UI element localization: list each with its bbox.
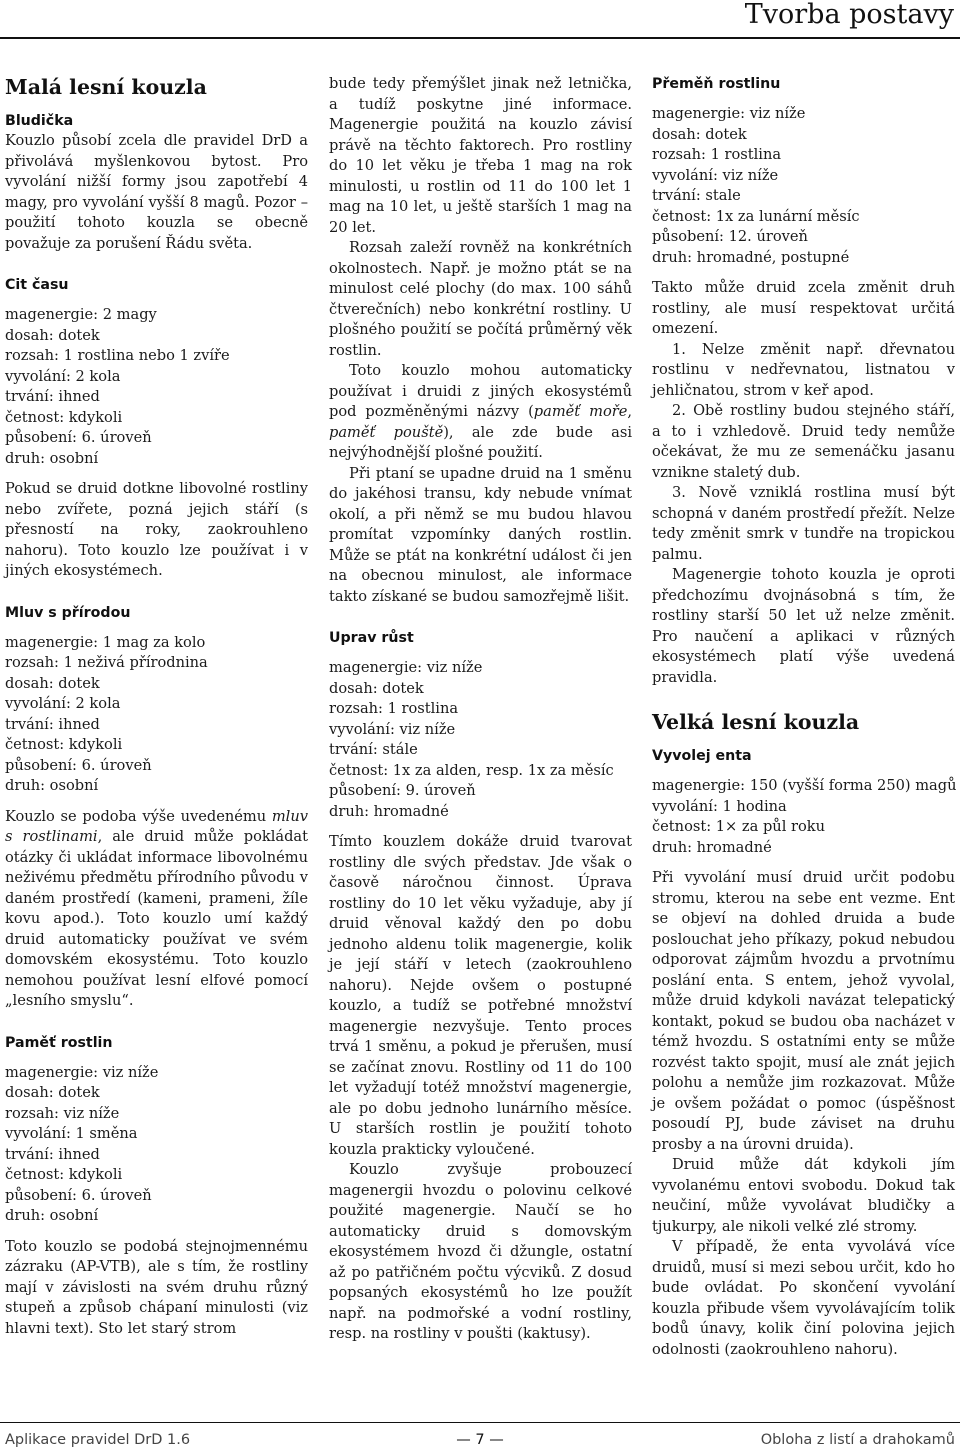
attribute-line: druh: osobní <box>5 777 99 794</box>
attribute-line: trvání: ihned <box>5 1145 100 1163</box>
attribute-line: magenergie: 1 mag za kolo <box>5 633 206 651</box>
spell-title-vyvolej-enta: Vyvolej enta <box>652 748 752 764</box>
page-header <box>0 0 960 44</box>
text-run: Kouzlo se podoba výše uvedenému <box>5 807 272 825</box>
chapter-title: Tvorba postavy <box>744 0 954 30</box>
attribute-line: trvání: stale <box>652 187 741 204</box>
paragraph: Druid může dát kdykoli jím vyvolanému entovi svobodu. Dokud tak neučiní, může vyvolávat bludičky a tjukurpy, ale nikoli velké zlé stromy. <box>652 1156 955 1235</box>
page-number: — 7 — <box>456 1432 504 1448</box>
spell-title-bludicka: Bludička <box>5 113 74 129</box>
attribute-line: četnost: kdykoli <box>5 736 123 753</box>
section-title-great-forest-spells: Velká lesní kouzla <box>652 710 860 734</box>
attribute-line: vyvolání: 2 kola <box>5 695 121 712</box>
footer-book-title: Aplikace pravidel DrD 1.6 <box>5 1432 191 1448</box>
spell-text-premen-rostlinu: Takto může druid zcela změnit druh rostliny, ale musí respektovat určitá omezení. <box>652 279 955 337</box>
attribute-line: vyvolání: 1 hodina <box>652 797 787 815</box>
text-run: Toto kouzlo mohou automaticky používat i druidi z jiných ekosystémů pod pozměněnými názvy ( <box>329 362 632 420</box>
attribute-line: působení: 6. úroveň <box>5 756 152 774</box>
section-title-small-forest-spells: Malá lesní kouzla <box>5 75 207 99</box>
attribute-line: magenergie: viz níže <box>652 105 806 122</box>
paragraph: Rozsah zaleží rovněž na konkrétních okolnostech. Např. je možno ptát se na minulost celé plochy (do max. 100 sáhů čtverečních) nebo konkrétní rostliny. U plošného použití se počítá průměrný věk rostlin. <box>329 239 632 359</box>
spell-text-bludicka: Kouzlo působí zcela dle pravidel DrD a přivolává myšlenkovou bytost. Pro vyvolání nižší formy jsou zapotřebí 4 magy, pro vyvolání vyšší 8 magů. Pozor – použití tohoto kouzla se obecně považuje za porušení Řádu světa. <box>5 132 308 252</box>
attribute-line: dosah: dotek <box>5 674 100 692</box>
attribute-line: rozsah: 1 rostlina nebo 1 zvíře <box>5 347 230 364</box>
attribute-line: rozsah: 1 rostlina <box>329 700 459 717</box>
attribute-line: rozsah: 1 rostlina <box>652 146 782 163</box>
emphasis-text: mluv s rostlinami <box>5 807 308 845</box>
attribute-line: druh: osobní <box>5 1207 99 1224</box>
text-run: , ale druid může pokládat otázky či ukládat informace libovolnému neživému předmětu přírodního původu v daném prostředí (kameni, prameni, žíle kovu apod.). Toto kouzlo umí každý druid automaticky používat ve svém domovském ekosystému. Toto kouzlo nemohou používat lesní elfové pomocí „lesního smyslu“. <box>5 828 308 1009</box>
footer-rule <box>0 1422 960 1423</box>
attribute-line: četnost: 1× za půl roku <box>652 818 826 835</box>
spell-attributes-vyvolej-enta <box>652 776 955 858</box>
spell-text-uprav-rust: Tímto kouzlem dokáže druid tvarovat rostliny dle svých představ. Jde však o časově náročnou činnost. Úprava rostliny do 10 let věku vyžaduje, aby jí druid věnoval každý den po dobu jednoho aldenu tolik magenergie, kolik je její stáří v letech (zaokrouhleno nahoru). Nejde ovšem o postupné kouzlo, a tudíž se potřebné množství magenergie nezvyšuje. Tento proces trvá 1 směnu, a pokud je přerušen, musí se začínat znovu. Rostliny od 11 do 100 let vyžadují totéž množství magenergie, ale po dobu jednoho lunárního měsíce. U starších rostlin je použití tohoto kouzla prakticky vyloučené. <box>329 833 632 1158</box>
attribute-line: trvání: ihned <box>5 715 100 733</box>
spell-attributes-mluv-s-prirodou <box>5 633 308 797</box>
attribute-line: druh: hromadné <box>652 838 772 856</box>
attribute-line: vyvolání: 1 směna <box>5 1125 138 1142</box>
spell-title-mluv-s-prirodou: Mluv s přírodou <box>5 604 131 621</box>
text-run: ), ale zde bude asi nejvýhodnější plošné použití. <box>329 423 632 461</box>
emphasis-text: paměť moře <box>533 403 628 420</box>
header-rule <box>0 37 960 39</box>
attribute-line: druh: osobní <box>5 449 99 467</box>
spell-text-pamet-rostlin: Toto kouzlo se podobá stejnojmennému zázraku (AP-VTB), ale s tím, že rostliny mají v závislosti na svém druhu různý stupeň a způsob chápaní minulosti (viz hlavni text). Sto let starý strom <box>5 1237 308 1337</box>
attribute-line: vyvolání: viz níže <box>329 720 456 738</box>
spell-text-mluv-s-prirodou <box>5 807 308 1012</box>
attribute-line: magenergie: 150 (vyšší forma 250) magů <box>652 777 957 794</box>
attribute-line: působení: 6. úroveň <box>5 1186 152 1204</box>
attribute-line: druh: hromadné, postupné <box>652 248 850 266</box>
attribute-line: četnost: 1x za lunární měsíc <box>652 207 860 225</box>
attribute-line: dosah: dotek <box>5 1084 100 1101</box>
attribute-line: rozsah: 1 neživá přírodnina <box>5 654 208 671</box>
attribute-line: druh: hromadné <box>329 802 449 820</box>
attribute-line: magenergie: viz níže <box>5 1063 159 1081</box>
footer-module-title: Obloha z listí a drahokamů <box>760 1432 955 1448</box>
attribute-line: četnost: kdykoli <box>5 1166 123 1183</box>
attribute-line: dosah: dotek <box>5 326 100 344</box>
spell-text-vyvolej-enta: Při vyvolání musí druid určit podobu stromu, kterou na sebe ent vezme. Ent se objeví na dohled druida a bude poslouchat jeho příkazy, pokud nebudou odporovat zájmům hvozdu a prvotnímu poslání enta. S entem, jehož vyvolal, může druid kdykoli navázat telepatický kontakt, pokud se budou oba nacházet v témž hvozdu. S ostatními enty se může rozvést takto spojit, musí ale znát jejich polohu a nemůže jim rozkazovat. Může je ovšem požádat o pomoc (úspěšnost posoudí PJ, bude záviset na druhu prosby a na úrovni druida). <box>652 869 955 1153</box>
paragraph: 3. Nově vzniklá rostlina musí být schopná v daném prostředí přežít. Nelze tedy změnit smrk v tundře na tropickou palmu. <box>652 484 955 563</box>
attribute-line: rozsah: viz níže <box>5 1104 120 1122</box>
paragraph: 1. Nelze změnit např. dřevnatou rostlinu v nedřevnatou, listnatou v jehličnatou, strom v keř apod. <box>652 340 955 399</box>
spell-title-pamet-rostlin: Paměť rostlin <box>5 1034 113 1051</box>
paragraph: V případě, že enta vyvolává více druidů, musí si mezi sebou určit, kdo ho bude ovládat. Po skončení vyvolání kouzla přibude všem vyvolávajícím tolik bodů únavy, kolik činí polovina jejich odolnosti (zaokrouhleno nahoru). <box>652 1238 955 1358</box>
text-run: , <box>627 403 632 420</box>
attribute-line: vyvolání: 2 kola <box>5 367 121 385</box>
paragraph: Kouzlo zvyšuje probouzecí magenergii hvozdu o polovinu celkové použité magenergie. Naučí se ho automaticky druid s domovským ekosystémem hvozd či džungle, ostatní až po patřičném počtu výcviků. Z dosud popsaných ekosystémů ho lze použít např. na podmořské a vodní rostliny, resp. na rostliny v poušti (kaktusy). <box>329 1161 632 1342</box>
spell-attributes-cit-casu <box>5 305 308 469</box>
paragraph: Magenergie tohoto kouzla je oproti předchozímu dvojnásobná s tím, že rostliny starší 50 let už nelze změnit. Pro naučení a aplikaci v různých ekosystémech platí výše uvedená pravidla. <box>652 566 955 686</box>
paragraph: Při ptaní se upadne druid na 1 směnu do jakéhosi transu, kdy nebude vnímat okolí, a při němž se mu budou hlavou promítat vzpomínky daných rostlin. Může se ptát na konkrétní událost či jen na obecnou minulost, ale informace takto získané se budou samozřejmě lišit. <box>329 464 632 605</box>
attribute-line: magenergie: 2 magy <box>5 306 157 323</box>
column-middle <box>329 74 632 1345</box>
attribute-line: trvání: stále <box>329 741 418 758</box>
attribute-line: četnost: 1x za alden, resp. 1x za měsíc <box>329 761 614 779</box>
spell-title-premen-rostlinu: Přeměň rostlinu <box>652 76 781 92</box>
spell-attributes-uprav-rust <box>329 658 632 822</box>
paragraph: bude tedy přemýšlet jinak než letnička, a tudíž poskytne jiné informace. Magenergie použitá na kouzlo závisí právě na těchto faktorech. Pro rostliny do 10 let věku je třeba 1 mag na rok minulosti, u rostlin od 11 do 100 let 1 mag na 10 let, u ještě starších 1 mag na 20 let. <box>329 75 632 236</box>
page-footer <box>0 1422 960 1453</box>
spell-text-cit-casu: Pokud se druid dotkne libovolné rostliny nebo zvířete, pozná jejich stáří (s přesností na roky, zaokrouhleno nahoru). Toto kouzlo lze používat i v jiných ekosystémech. <box>5 480 308 579</box>
spell-attributes-pamet-rostlin <box>5 1063 308 1227</box>
column-right <box>652 74 955 1360</box>
paragraph: 2. Obě rostliny budou stejného stáří, a to i vzhledově. Druid tedy nemůže očekávat, že mu ze semenáčku jasanu vznikne staletý dub. <box>652 402 955 481</box>
attribute-line: dosah: dotek <box>329 679 424 697</box>
attribute-line: dosah: dotek <box>652 125 747 143</box>
spell-attributes-premen-rostlinu <box>652 104 955 268</box>
spell-title-cit-casu: Cit času <box>5 277 69 293</box>
attribute-line: četnost: kdykoli <box>5 408 123 426</box>
attribute-line: působení: 9. úroveň <box>329 782 476 799</box>
spell-title-uprav-rust: Uprav růst <box>329 630 414 646</box>
attribute-line: působení: 12. úroveň <box>652 228 808 245</box>
paragraph <box>329 361 632 464</box>
attribute-line: trvání: ihned <box>5 388 100 405</box>
attribute-line: vyvolání: viz níže <box>652 166 779 184</box>
attribute-line: působení: 6. úroveň <box>5 429 152 446</box>
column-left <box>5 74 308 1339</box>
emphasis-text: paměť pouště <box>329 423 444 441</box>
attribute-line: magenergie: viz níže <box>329 659 483 676</box>
